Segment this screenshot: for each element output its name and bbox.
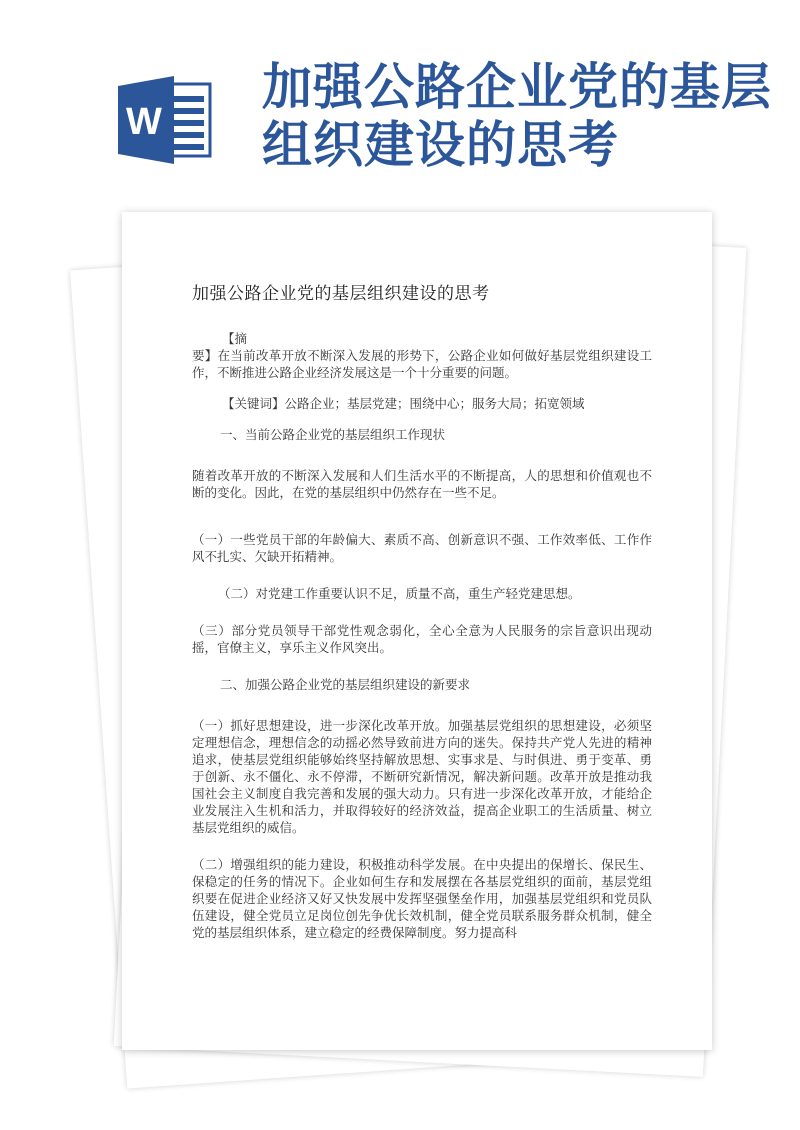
document-title: 加强公路企业党的基层组织建设的思考 xyxy=(192,284,490,304)
abstract-paragraph xyxy=(192,330,652,381)
keywords-line: 【关键词】公路企业；基层党建；围绕中心；服务大局；拓宽领域 xyxy=(222,396,585,411)
abstract-label: 【摘 xyxy=(222,331,248,346)
svg-text:W: W xyxy=(126,101,162,143)
document-body xyxy=(192,282,652,941)
abstract-text: 要】在当前改革开放不断深入发展的形势下，公路企业如何做好基层党组织建设工作，不断推进公路企业经济发展这是一个十分重要的问题。 xyxy=(192,348,652,380)
section-heading-1: 一、当前公路企业党的基层组织工作现状 xyxy=(220,427,446,442)
list-item-3: （三）部分党员领导干部党性观念弱化，全心全意为人民服务的宗旨意识出现动摇，官僚主义，享乐主义作风突出。 xyxy=(192,623,652,655)
list-item-1: （一）一些党员干部的年龄偏大、素质不高、创新意识不强、工作效率低、工作作风不扎实、欠缺开拓精神。 xyxy=(192,532,652,564)
requirement-1: （一）抓好思想建设，进一步深化改革开放。加强基层党组织的思想建设，必须坚定理想信念，理想信念的动摇必然导致前进方向的迷失。保持共产党人先进的精神追求，使基层党组织能够始终坚持解放思想、实事求是、与时俱进、勇于变革、勇于创新、永不僵化、永不停滞，不断研究新情况，解决新问题。改革开放是推动我国社会主义制度自我完善和发展的强大动力。只有进一步深化改革开放，才能给企业发展注入生机和活力，并取得较好的经济效益，提高企业职工的生活质量、树立基层党组织的威信。 xyxy=(192,718,652,835)
paragraph-status: 随着改革开放的不断深入发展和人们生活水平的不断提高，人的思想和价值观也不断的变化。因此，在党的基层组织中仍然存在一些不足。 xyxy=(192,468,652,500)
word-logo-icon xyxy=(118,74,214,166)
requirement-2: （二）增强组织的能力建设，积极推动科学发展。在中央提出的保增长、保民生、保稳定的任务的情况下。企业如何生存和发展摆在各基层党组织的面前，基层党组织要在促进企业经济又好又快发展中发挥坚强堡垒作用，加强基层党组织和党员队伍建设，健全党员立足岗位创先争优长效机制，健全党员联系服务群众机制，健全党的基层组织体系，建立稳定的经费保障制度。努力提高科 xyxy=(192,857,652,940)
section-heading-2: 二、加强公路企业党的基层组织建设的新要求 xyxy=(220,677,471,692)
document-page xyxy=(122,212,712,1050)
list-item-2: （二）对党建工作重要认识不足，质量不高，重生产轻党建思想。 xyxy=(218,586,581,601)
page-title: 加强公路企业党的基层组织建设的思考 xyxy=(262,58,772,174)
